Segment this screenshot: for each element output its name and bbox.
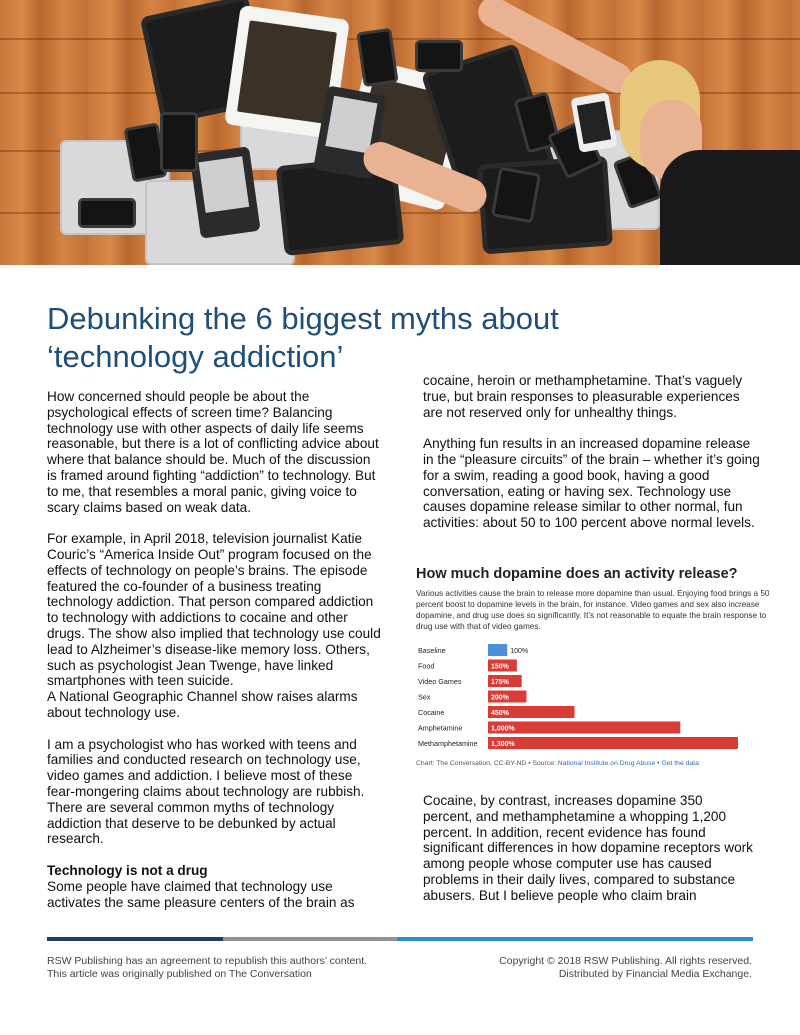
bar-baseline bbox=[488, 644, 507, 656]
bar-category-label: Cocaine bbox=[418, 708, 445, 717]
chart-source-link[interactable]: National Institute on Drug Abuse bbox=[557, 760, 656, 767]
phone-device bbox=[491, 167, 541, 224]
paragraph: Cocaine, by contrast, increases dopamine 350 percent, and methamphetamine a whopping 1,200 percent. In addition, recent evidence has found significant differences in how dopamine receptors work among people whose computer use has caused problems in their daily lives, compared to substance abusers. But I believe people who claim brain bbox=[423, 793, 753, 903]
bar-amphetamine bbox=[488, 722, 680, 734]
paragraph: How concerned should people be about the psychological effects of screen time? Balancing technology use with other aspects of daily life seems reasonable, but there is a lot of conflicting advice about where that balance should be. Much of the discussion is framed around fighting “addiction” to technology. But to me, that resembles a moral panic, giving voice to scary claims based on weak data. bbox=[47, 389, 379, 515]
chart-description: Various activities cause the brain to release more dopamine than usual. Enjoying food brings a 50 percent boost to dopamine levels in the brain, for instance. Video games and sex also increase dopamine, and drug use does so significantly. It’s not reasonable to equate the brain response to drug use with that of video games. bbox=[416, 589, 770, 631]
get-the-data-link[interactable]: Get the data bbox=[661, 760, 699, 767]
footer-right bbox=[499, 955, 752, 981]
footer-left bbox=[47, 955, 367, 981]
phone-device bbox=[78, 198, 136, 228]
bar-category-label: Baseline bbox=[418, 646, 446, 655]
bar-value-label: 100% bbox=[510, 648, 529, 655]
footer-rule bbox=[47, 937, 753, 941]
chart-plot bbox=[416, 644, 776, 756]
hero-photo bbox=[0, 0, 800, 265]
bar-category-label: Video Games bbox=[418, 677, 462, 686]
chart-title: How much dopamine does an activity release? bbox=[416, 566, 738, 582]
bar-category-label: Food bbox=[418, 661, 435, 671]
paragraph: I am a psychologist who has worked with teens and families and conducted research on technology use, video games and addiction. I believe most of these fear-mongering claims about technology are rubbish. There are several common myths of technology addiction that deserve to be debunked by actual research. bbox=[47, 736, 365, 847]
paragraph: cocaine, heroin or methamphetamine. That’s vaguely true, but brain responses to pleasurable experiences are not reserved only for unhealthy things. bbox=[423, 373, 743, 420]
bar-category-label: Methamphetamine bbox=[418, 739, 478, 748]
footer-copyright: Copyright © 2018 RSW Publishing. All rights reserved. bbox=[499, 955, 752, 967]
bar-methamphetamine bbox=[488, 737, 738, 749]
chart-source-separator: • bbox=[655, 760, 662, 767]
right-column-top bbox=[423, 373, 763, 531]
paragraph: Anything fun results in an increased dopamine release in the “pleasure circuits” of the brain – whether it’s going for a swim, reading a good book, having a good conversation, eating or having sex. Technology use causes dopamine release similar to other normal, fun activities: about 50 to 100 percent above normal levels. bbox=[423, 436, 760, 531]
wood-plank-line bbox=[0, 38, 800, 40]
shirt-shape bbox=[660, 150, 800, 265]
chart-source-prefix: Chart: The Conversation, CC-BY-ND • Source: bbox=[416, 760, 558, 767]
bar-category-label: Sex bbox=[418, 692, 431, 702]
left-column bbox=[47, 389, 382, 910]
paragraph: A National Geographic Channel show raises alarms about technology use. bbox=[47, 689, 358, 720]
footer-republish-note: RSW Publishing has an agreement to republish this authors’ content. bbox=[47, 955, 368, 967]
bar-value-label: 200% bbox=[491, 694, 509, 702]
phone-device bbox=[356, 28, 398, 87]
bar-value-label: 450% bbox=[491, 710, 509, 717]
footer-original-note: This article was originally published on The Conversation bbox=[47, 968, 312, 980]
footer-distribution: Distributed by Financial Media Exchange. bbox=[558, 968, 752, 980]
footer-rule-segment bbox=[47, 937, 223, 941]
paragraph: For example, in April 2018, television journalist Katie Couric’s “America Inside Out” program focused on the effects of technology on people’s brains. The episode featured the co-founder of a business treating technology addiction. That person compared addiction to technology with addictions to cocaine and other drugs. The show also implied that technology use could lead to Alzheimer’s disease-like memory loss. Others, such as psychologist Jean Twenge, have linked smartphones with teen suicide. bbox=[47, 531, 381, 689]
article-title: Debunking the 6 biggest myths about ‘technology addiction’ bbox=[47, 301, 559, 374]
chart-source bbox=[416, 760, 699, 767]
phone-device bbox=[571, 92, 618, 153]
ereader-device bbox=[189, 146, 260, 239]
bar-value-label: 1,000% bbox=[491, 725, 515, 733]
bar-value-label: 150% bbox=[491, 663, 509, 671]
bar-value-label: 1,300% bbox=[491, 741, 515, 748]
section-subheading: Technology is not a drug bbox=[47, 862, 208, 878]
dopamine-chart bbox=[416, 566, 776, 776]
paragraph: Some people have claimed that technology use activates the same pleasure centers of the brain as bbox=[47, 878, 355, 910]
phone-device bbox=[160, 112, 198, 172]
phone-device bbox=[415, 40, 463, 72]
footer-rule-segment bbox=[397, 937, 753, 941]
bar-category-label: Amphetamine bbox=[418, 723, 463, 733]
footer-rule-segment bbox=[223, 937, 397, 941]
right-column-bottom bbox=[423, 793, 753, 904]
bar-value-label: 175% bbox=[491, 679, 509, 686]
